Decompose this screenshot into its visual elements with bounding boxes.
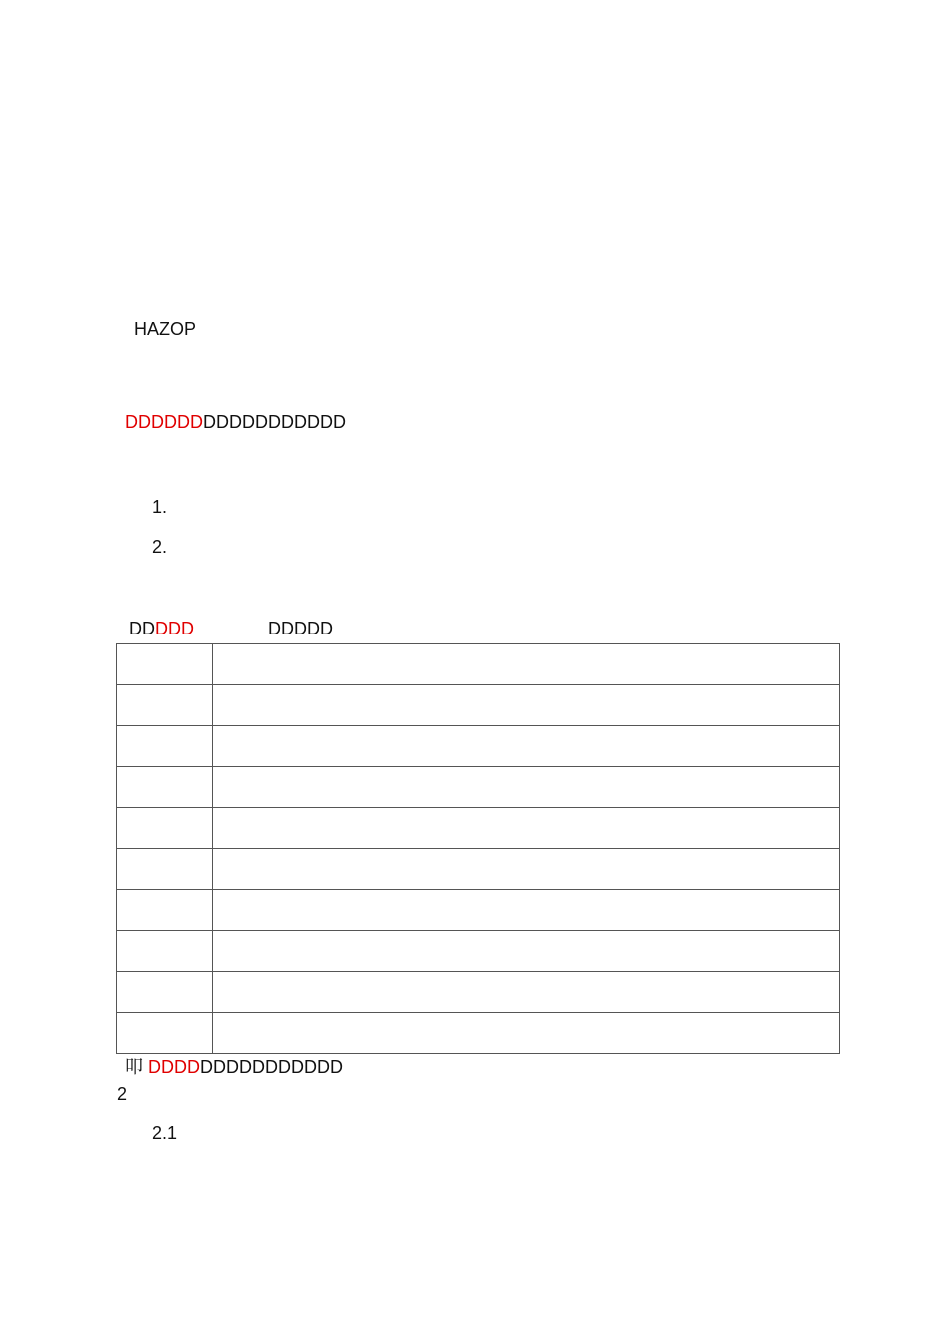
table-cell-label [117,808,213,849]
table-row [117,644,840,685]
table-footnote [125,1056,343,1078]
table-cell-value [213,726,840,767]
table-cell-label [117,685,213,726]
list-item-2: 2. [152,537,168,557]
table-cell-value [213,972,840,1013]
table-cell-value [213,890,840,931]
footnote-highlighted-text: DDDD [148,1057,200,1077]
table-cell-value [213,644,840,685]
document-title: HAZOP [134,319,197,339]
footnote-prefix: 叩 [125,1057,143,1077]
table-row [117,849,840,890]
table-row [117,1013,840,1054]
table-row [117,726,840,767]
table-caption [129,618,429,634]
table-row [117,767,840,808]
table-cell-value [213,685,840,726]
list-item-1: 1. [152,497,168,517]
footnote-text: DDDDDDDDDDD [200,1057,343,1077]
data-table [116,643,840,1054]
subsection-number: 2.1 [152,1123,178,1143]
table-cell-label [117,767,213,808]
caption-text: DD [129,619,155,634]
table-cell-label [117,890,213,931]
table-cell-label [117,931,213,972]
section-number: 2 [117,1084,128,1104]
table-cell-label [117,644,213,685]
table-row [117,890,840,931]
table-row [117,931,840,972]
subtitle-highlighted-text: DDDDDD [125,412,203,432]
table-row [117,972,840,1013]
table-cell-value [213,849,840,890]
table-cell-label [117,1013,213,1054]
document-subtitle [125,411,346,433]
table-cell-label [117,972,213,1013]
table-cell-value [213,1013,840,1054]
caption-highlighted-text: DDD [155,619,194,634]
table-row [117,685,840,726]
table-cell-value [213,808,840,849]
table-cell-value [213,931,840,972]
caption-text-2: DDDDD [268,619,333,634]
subtitle-text: DDDDDDDDDDD [203,412,346,432]
table-cell-label [117,726,213,767]
table-cell-label [117,849,213,890]
table-row [117,808,840,849]
table-cell-value [213,767,840,808]
